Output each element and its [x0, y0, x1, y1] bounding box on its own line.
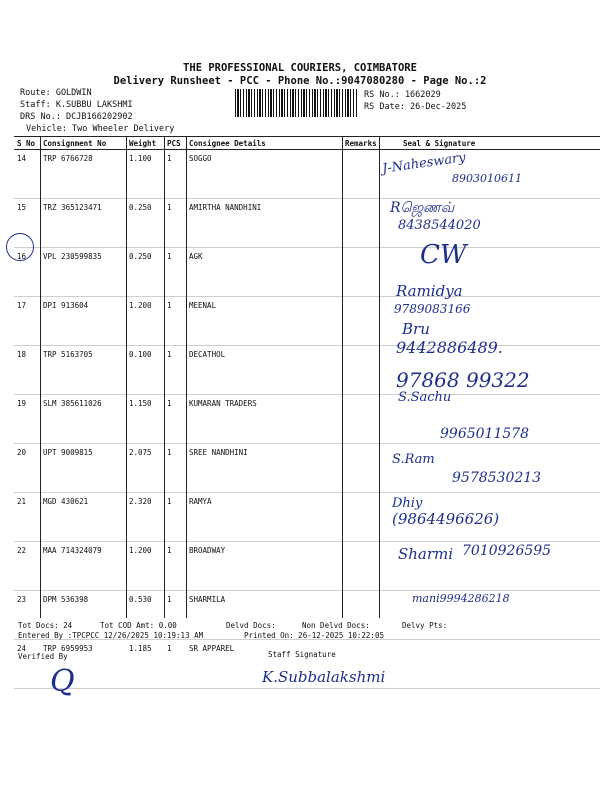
rs-number: RS No.: 1662029: [364, 90, 441, 100]
delivery-points: Delvy Pts:: [402, 621, 448, 630]
handwritten-phone: 8438544020: [398, 218, 481, 233]
barcode: [235, 89, 357, 117]
circled-row-mark: [6, 233, 34, 261]
handwritten-signature: S.Sachu: [398, 390, 452, 405]
company-title: THE PROFESSIONAL COURIERS, COIMBATORE: [183, 62, 417, 74]
non-delivered-docs: Non Delvd Docs:: [302, 621, 370, 630]
cell-signature: [379, 640, 600, 689]
handwritten-phone: 9789083166: [394, 302, 471, 316]
column-divider: [40, 136, 41, 618]
cell-weight: 0.530: [126, 591, 164, 640]
column-divider: [126, 136, 127, 618]
cell-consignment: VPL 230599835: [40, 248, 126, 297]
printed-on: Printed On: 26-12-2025 10:22:05: [244, 631, 384, 640]
cell-sno: 21: [14, 493, 40, 542]
route-label: Route: GOLDWIN: [20, 88, 92, 98]
cell-sno: 24: [14, 640, 40, 689]
handwritten-phone: 9578530213: [452, 470, 542, 486]
handwritten-signature: Sharmi: [398, 545, 454, 563]
table-row: [14, 199, 600, 248]
entered-by: Entered By :TPCPCC 12/26/2025 10:19:13 AM: [18, 631, 204, 640]
table-header-row: [14, 137, 600, 150]
cell-weight: 1.150: [126, 395, 164, 444]
col-remarks: Remarks: [342, 137, 379, 150]
handwritten-phone: 9965011578: [440, 426, 530, 442]
cell-consignment: MAA 714324079: [40, 542, 126, 591]
handwritten-phone: 97868 99322: [396, 368, 530, 392]
cell-sno: 19: [14, 395, 40, 444]
rs-date: RS Date: 26-Dec-2025: [364, 102, 467, 112]
col-pcs: PCS: [164, 137, 186, 150]
staff-signature-label: Staff Signature: [268, 650, 336, 659]
handwritten-signature: Dhiy: [392, 496, 423, 511]
col-consignment: Consignment No: [40, 137, 126, 150]
cell-pcs: 1: [164, 591, 186, 640]
handwritten-signature: CW: [420, 240, 467, 270]
verified-by-label: Verified By: [18, 652, 68, 661]
cell-consignee: AMIRTHA NANDHINI: [186, 199, 342, 248]
column-divider: [186, 136, 187, 618]
cell-consignment: TRZ 365123471: [40, 199, 126, 248]
handwritten-signature: Rஜெணவ்: [390, 200, 455, 216]
cell-weight: 2.075: [126, 444, 164, 493]
total-docs: Tot Docs: 24: [18, 621, 73, 630]
cell-consignment: MGD 430621: [40, 493, 126, 542]
cell-consignee: DECATHOL: [186, 346, 342, 395]
cell-remarks: [342, 395, 379, 444]
cell-pcs: 1: [164, 542, 186, 591]
column-divider: [342, 136, 343, 618]
cell-remarks: [342, 346, 379, 395]
cell-consignee: SOGGO: [186, 150, 342, 199]
runsheet-subtitle: Delivery Runsheet - PCC - Phone No.:9047080280 - Page No.:2: [113, 75, 487, 87]
cell-consignee: BROADWAY: [186, 542, 342, 591]
cell-consignee: RAMYA: [186, 493, 342, 542]
total-cod: Tot COD Amt: 0.00: [100, 621, 177, 630]
cell-weight: 2.320: [126, 493, 164, 542]
cell-pcs: 1: [164, 493, 186, 542]
cell-weight: 0.250: [126, 199, 164, 248]
col-signature: Seal & Signature: [379, 137, 600, 150]
col-sno: S No: [14, 137, 40, 150]
handwritten-signature: Bru: [402, 320, 430, 338]
cell-remarks: [342, 493, 379, 542]
cell-consignment: DPM 536398: [40, 591, 126, 640]
handwritten-phone: 8903010611: [452, 172, 522, 185]
vehicle-label: Vehicle: Two Wheeler Delivery: [26, 124, 175, 134]
table-row: [14, 248, 600, 297]
cell-pcs: 1: [164, 640, 186, 689]
cell-pcs: 1: [164, 150, 186, 199]
cell-remarks: [342, 444, 379, 493]
cell-consignee: SR APPAREL: [186, 640, 342, 689]
cell-consignment: UPT 9009815: [40, 444, 126, 493]
handwritten-signature: J-Naheswary: [381, 150, 467, 177]
cell-pcs: 1: [164, 297, 186, 346]
cell-remarks: [342, 297, 379, 346]
runsheet-table: [14, 136, 600, 689]
col-weight: Weight: [126, 137, 164, 150]
handwritten-phone: 9442886489.: [396, 338, 503, 357]
cell-remarks: [342, 199, 379, 248]
cell-pcs: 1: [164, 248, 186, 297]
cell-weight: 1.185: [126, 640, 164, 689]
cell-sno: 14: [14, 150, 40, 199]
cell-remarks: [342, 248, 379, 297]
cell-consignee: SHARMILA: [186, 591, 342, 640]
cell-weight: 0.250: [126, 248, 164, 297]
delivered-docs: Delvd Docs:: [226, 621, 276, 630]
cell-weight: 1.100: [126, 150, 164, 199]
cell-consignment: SLM 385611026: [40, 395, 126, 444]
cell-pcs: 1: [164, 346, 186, 395]
handwritten-signature: Ramidya: [396, 282, 463, 300]
cell-weight: 0.100: [126, 346, 164, 395]
cell-pcs: 1: [164, 444, 186, 493]
column-divider: [164, 136, 165, 618]
table-row: [14, 493, 600, 542]
cell-sno: 20: [14, 444, 40, 493]
cell-sno: 15: [14, 199, 40, 248]
verified-signature: Q: [50, 664, 75, 699]
handwritten-phone: 7010926595: [462, 543, 552, 559]
cell-pcs: 1: [164, 199, 186, 248]
cell-sno: 22: [14, 542, 40, 591]
column-divider: [379, 136, 380, 618]
table-row: [14, 297, 600, 346]
cell-remarks: [342, 542, 379, 591]
cell-weight: 1.200: [126, 297, 164, 346]
cell-consignment: DPI 913604: [40, 297, 126, 346]
cell-sno: 17: [14, 297, 40, 346]
handwritten-signature: mani9994286218: [412, 592, 510, 605]
col-consignee: Consignee Details: [186, 137, 342, 150]
cell-sno: 16: [14, 248, 40, 297]
handwritten-signature: S.Ram: [392, 452, 435, 467]
cell-pcs: 1: [164, 395, 186, 444]
handwritten-phone: (9864496626): [392, 510, 500, 528]
cell-consignment: TRP 5163705: [40, 346, 126, 395]
cell-consignment: TRP 6959953: [40, 640, 126, 689]
drs-label: DRS No.: DCJB166202902: [20, 112, 133, 122]
cell-consignee: KUMARAN TRADERS: [186, 395, 342, 444]
cell-consignee: SREE NANDHINI: [186, 444, 342, 493]
cell-consignment: TRP 6766728: [40, 150, 126, 199]
cell-consignee: AGK: [186, 248, 342, 297]
cell-sno: 23: [14, 591, 40, 640]
cell-remarks: [342, 150, 379, 199]
cell-consignee: MEENAL: [186, 297, 342, 346]
staff-label: Staff: K.SUBBU LAKSHMI: [20, 100, 133, 110]
staff-signature: K.Subbalakshmi: [262, 668, 386, 686]
cell-sno: 18: [14, 346, 40, 395]
cell-weight: 1.200: [126, 542, 164, 591]
